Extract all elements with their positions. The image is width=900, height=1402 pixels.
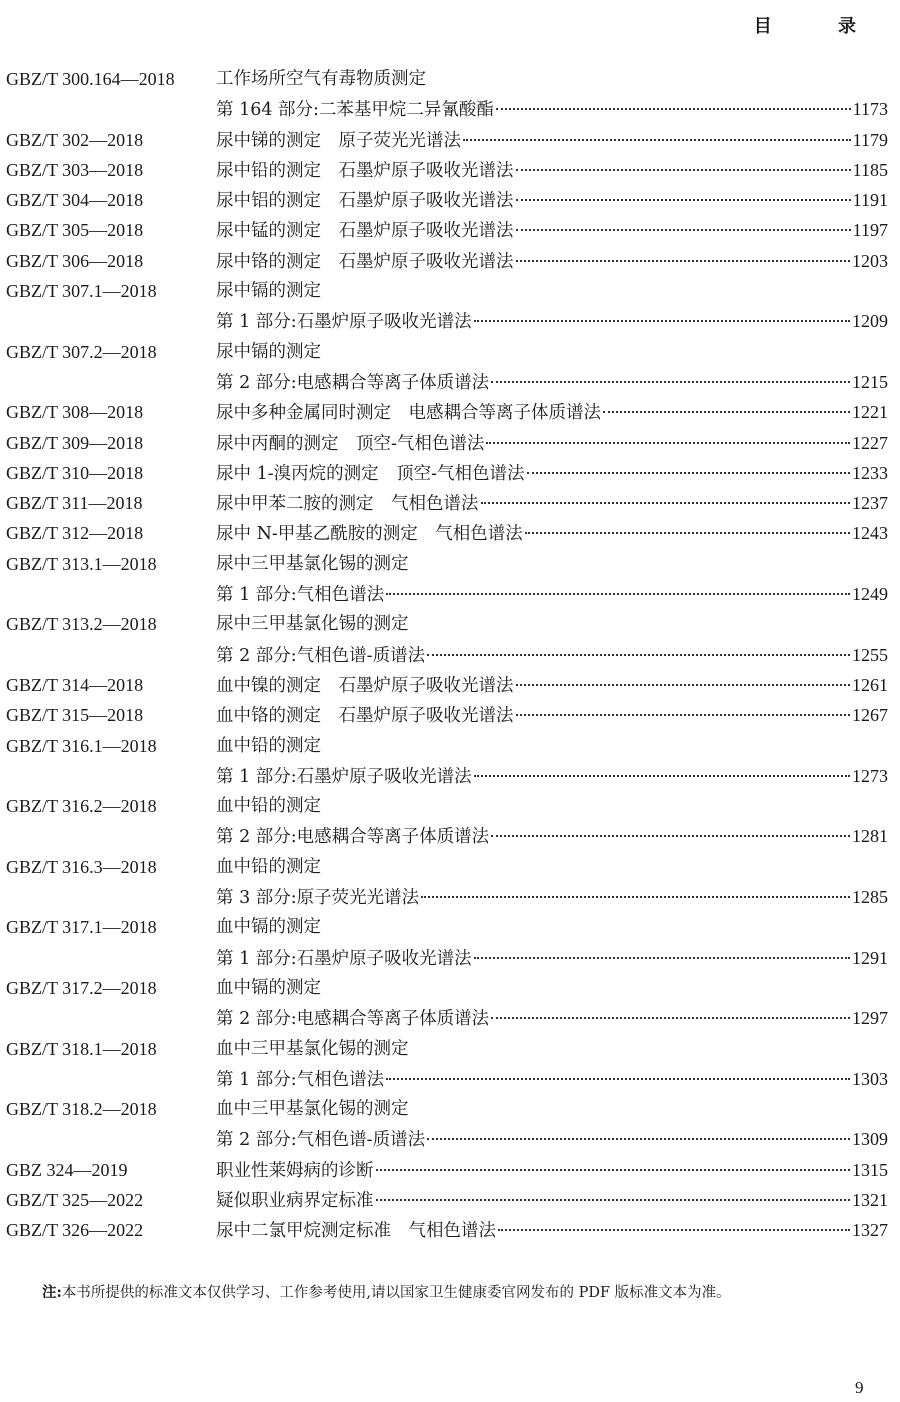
toc-page-number: 1291 xyxy=(852,947,888,968)
standard-title: 第 1 部分:石墨炉原子吸收光谱法 xyxy=(216,948,472,969)
dot-leader xyxy=(463,138,851,141)
toc-page-number: 1315 xyxy=(852,1159,888,1180)
toc-row xyxy=(6,640,888,670)
toc-entry-title-line xyxy=(216,276,888,306)
toc-page-number: 1267 xyxy=(852,705,888,726)
toc-row xyxy=(6,973,888,1003)
dot-leader xyxy=(386,1077,850,1080)
standard-code: GBZ/T 302—2018 xyxy=(6,129,144,150)
standard-title: 尿中甲苯二胺的测定 气相色谱法 xyxy=(216,494,479,515)
standard-title: 第 1 部分:气相色谱法 xyxy=(216,585,385,606)
standard-title: 尿中三甲基氯化锡的测定 xyxy=(216,553,409,574)
dot-leader xyxy=(525,531,850,534)
toc-row xyxy=(6,761,888,791)
standard-title: 血中镉的测定 xyxy=(216,917,321,938)
toc-row xyxy=(6,821,888,851)
toc-row xyxy=(6,125,888,155)
standard-code: GBZ/T 317.2—2018 xyxy=(6,977,157,998)
toc-row xyxy=(6,1003,888,1033)
standard-title: 尿中铅的测定 石墨炉原子吸收光谱法 xyxy=(216,160,514,181)
toc-row xyxy=(6,1185,888,1215)
standard-title: 工作场所空气有毒物质测定 xyxy=(216,69,426,89)
toc-page-number: 1233 xyxy=(852,462,888,483)
toc-entry-title-line xyxy=(216,215,888,246)
footnote-text: 本书所提供的标准文本仅供学习、工作参考使用,请以国家卫生健康委官网发布的 PDF 版标准文本为准。 xyxy=(61,1285,731,1301)
toc-entry-title-line xyxy=(216,1003,888,1034)
toc-page-number: 1179 xyxy=(852,129,888,150)
standard-title: 尿中三甲基氯化锡的测定 xyxy=(216,614,409,635)
toc-row xyxy=(6,1124,888,1154)
standard-code: GBZ/T 306—2018 xyxy=(6,250,144,271)
toc-row xyxy=(6,700,888,730)
toc-page-number: 1303 xyxy=(852,1068,888,1089)
toc-page-number: 1297 xyxy=(852,1008,888,1029)
toc-entry-title-line xyxy=(216,185,888,216)
standard-title: 尿中锰的测定 石墨炉原子吸收光谱法 xyxy=(216,221,514,242)
toc-page-number: 1243 xyxy=(852,523,888,544)
toc-page-number: 1285 xyxy=(852,887,888,908)
toc-row xyxy=(6,458,888,488)
standard-code: GBZ 324—2019 xyxy=(6,1159,128,1180)
standard-title: 尿中多种金属同时测定 电感耦合等离子体质谱法 xyxy=(216,403,601,424)
toc-entry-title-line xyxy=(216,458,888,489)
toc-row xyxy=(6,549,888,579)
toc-entry-title-line xyxy=(216,1155,888,1186)
standard-code: GBZ/T 315—2018 xyxy=(6,705,144,726)
toc-row xyxy=(6,306,888,336)
standard-title: 第 2 部分:电感耦合等离子体质谱法 xyxy=(216,827,490,848)
toc-page-number: 1221 xyxy=(852,402,888,423)
toc-row xyxy=(6,1094,888,1124)
standard-code: GBZ/T 316.3—2018 xyxy=(6,856,157,877)
toc-entry-title-line xyxy=(216,518,888,549)
standard-title: 尿中丙酮的测定 顶空-气相色谱法 xyxy=(216,433,485,454)
standard-code: GBZ/T 313.1—2018 xyxy=(6,553,157,574)
toc-row xyxy=(6,397,888,427)
standard-code: GBZ/T 316.1—2018 xyxy=(6,735,157,756)
toc-page-number: 1185 xyxy=(852,159,888,180)
toc-entry-title-line xyxy=(216,579,888,610)
toc-row xyxy=(6,1155,888,1185)
toc-row xyxy=(6,852,888,882)
toc-entry-title-line xyxy=(216,367,888,398)
toc-row xyxy=(6,428,888,458)
standard-title: 第 2 部分:气相色谱-质谱法 xyxy=(216,645,426,666)
standard-code: GBZ/T 316.2—2018 xyxy=(6,796,157,817)
toc-row xyxy=(6,246,888,276)
toc-row xyxy=(6,579,888,609)
dot-leader xyxy=(386,592,850,595)
toc-entry-title-line xyxy=(216,852,888,882)
toc-page-number: 1227 xyxy=(852,432,888,453)
toc-entry-title-line xyxy=(216,1185,888,1216)
standard-title: 职业性莱姆病的诊断 xyxy=(216,1160,374,1181)
toc-entry-title-line xyxy=(216,973,888,1003)
standard-code: GBZ/T 305—2018 xyxy=(6,220,144,241)
standard-code: GBZ/T 325—2022 xyxy=(6,1189,144,1210)
toc-row xyxy=(6,943,888,973)
standard-title: 第 2 部分:电感耦合等离子体质谱法 xyxy=(216,372,490,393)
toc-entry-title-line xyxy=(216,428,888,459)
toc-entry-title-line xyxy=(216,761,888,792)
toc-row xyxy=(6,731,888,761)
dot-leader xyxy=(491,1016,850,1019)
toc-entry-title-line xyxy=(216,791,888,821)
standard-code: GBZ/T 312—2018 xyxy=(6,523,144,544)
dot-leader xyxy=(496,107,851,110)
toc-row xyxy=(6,882,888,912)
standard-title: 血中镍的测定 石墨炉原子吸收光谱法 xyxy=(216,675,514,696)
toc-entry-title-line xyxy=(216,549,888,579)
dot-leader xyxy=(498,1228,850,1231)
standard-title: 第 3 部分:原子荧光光谱法 xyxy=(216,888,420,909)
dot-leader xyxy=(491,834,850,837)
toc-page-number: 1309 xyxy=(852,1129,888,1150)
standard-code: GBZ/T 318.1—2018 xyxy=(6,1038,157,1059)
toc-entry-title-line xyxy=(216,94,888,125)
table-of-contents xyxy=(6,64,888,1246)
toc-row xyxy=(6,912,888,942)
toc-entry-title-line xyxy=(216,1034,888,1064)
dot-leader xyxy=(474,774,850,777)
dot-leader xyxy=(516,683,851,686)
standard-code: GBZ/T 307.2—2018 xyxy=(6,341,157,362)
toc-entry-title-line xyxy=(216,912,888,942)
toc-entry-title-line xyxy=(216,731,888,761)
standard-title: 尿中 1-溴丙烷的测定 顶空-气相色谱法 xyxy=(216,463,525,484)
toc-page-number: 1173 xyxy=(852,99,888,120)
toc-page-number: 1215 xyxy=(852,371,888,392)
footnote-label: 注: xyxy=(42,1284,62,1301)
dot-leader xyxy=(516,198,851,201)
standard-title: 血中三甲基氯化锡的测定 xyxy=(216,1038,409,1059)
dot-leader xyxy=(427,1137,850,1140)
standard-title: 血中镉的测定 xyxy=(216,977,321,998)
dot-leader xyxy=(376,1198,851,1201)
toc-row xyxy=(6,791,888,821)
toc-row xyxy=(6,670,888,700)
standard-title: 尿中 N-甲基乙酰胺的测定 气相色谱法 xyxy=(216,524,523,545)
dot-leader xyxy=(421,895,850,898)
dot-leader xyxy=(474,319,850,322)
toc-entry-title-line xyxy=(216,488,888,519)
toc-row xyxy=(6,1064,888,1094)
toc-row xyxy=(6,94,888,124)
dot-leader xyxy=(427,653,850,656)
toc-row xyxy=(6,367,888,397)
dot-leader xyxy=(481,501,851,504)
toc-entry-title-line xyxy=(216,700,888,731)
toc-row xyxy=(6,609,888,639)
toc-entry-title-line xyxy=(216,246,888,277)
standard-code: GBZ/T 313.2—2018 xyxy=(6,614,157,635)
toc-page-number: 1327 xyxy=(852,1220,888,1241)
standard-code: GBZ/T 307.1—2018 xyxy=(6,281,157,302)
toc-entry-title-line xyxy=(216,821,888,852)
toc-page-number: 1209 xyxy=(852,311,888,332)
toc-entry-title-line xyxy=(216,337,888,367)
standard-title: 疑似职业病界定标准 xyxy=(216,1190,374,1211)
toc-row xyxy=(6,488,888,518)
standard-code: GBZ/T 304—2018 xyxy=(6,190,144,211)
standard-code: GBZ/T 309—2018 xyxy=(6,432,144,453)
toc-row xyxy=(6,185,888,215)
toc-page-number: 1255 xyxy=(852,644,888,665)
dot-leader xyxy=(474,956,850,959)
page-number: 9 xyxy=(855,1378,864,1397)
toc-entry-title-line xyxy=(216,943,888,974)
dot-leader xyxy=(603,410,850,413)
standard-title: 第 1 部分:石墨炉原子吸收光谱法 xyxy=(216,766,472,787)
toc-entry-title-line xyxy=(216,155,888,186)
toc-page-number: 1203 xyxy=(852,250,888,271)
standard-code: GBZ/T 326—2022 xyxy=(6,1220,144,1241)
standard-title: 第 2 部分:电感耦合等离子体质谱法 xyxy=(216,1009,490,1030)
toc-page-number: 1273 xyxy=(852,765,888,786)
standard-code: GBZ/T 310—2018 xyxy=(6,462,144,483)
dot-leader xyxy=(516,228,851,231)
standard-title: 血中铬的测定 石墨炉原子吸收光谱法 xyxy=(216,706,514,727)
standard-title: 第 1 部分:气相色谱法 xyxy=(216,1069,385,1090)
toc-page-number: 1197 xyxy=(852,220,888,241)
toc-entry-title-line xyxy=(216,397,888,428)
toc-page-number: 1321 xyxy=(852,1189,888,1210)
toc-page-number: 1237 xyxy=(852,493,888,514)
standard-title: 第 164 部分:二苯基甲烷二异氰酸酯 xyxy=(216,100,494,121)
dot-leader xyxy=(486,441,850,444)
standard-title: 血中三甲基氯化锡的测定 xyxy=(216,1099,409,1120)
toc-row xyxy=(6,518,888,548)
footnote xyxy=(42,1281,882,1302)
toc-row xyxy=(6,276,888,306)
toc-page-number: 1249 xyxy=(852,584,888,605)
standard-code: GBZ/T 308—2018 xyxy=(6,402,144,423)
section-header: 目 录 xyxy=(753,16,886,37)
dot-leader xyxy=(527,471,850,474)
standard-title: 第 2 部分:气相色谱-质谱法 xyxy=(216,1130,426,1151)
dot-leader xyxy=(516,259,851,262)
dot-leader xyxy=(516,168,851,171)
standard-title: 尿中二氯甲烷测定标准 气相色谱法 xyxy=(216,1221,496,1242)
dot-leader xyxy=(491,380,850,383)
standard-title: 尿中铬的测定 石墨炉原子吸收光谱法 xyxy=(216,251,514,272)
toc-entry-title-line xyxy=(216,1064,888,1095)
standard-title: 尿中镉的测定 xyxy=(216,341,321,362)
standard-code: GBZ/T 300.164—2018 xyxy=(6,69,175,89)
toc-entry-title-line xyxy=(216,882,888,913)
toc-entry-title-line xyxy=(216,64,888,94)
standard-title: 尿中锑的测定 原子荧光光谱法 xyxy=(216,130,461,151)
standard-title: 尿中镉的测定 xyxy=(216,281,321,302)
toc-row xyxy=(6,64,888,94)
toc-page-number: 1261 xyxy=(852,674,888,695)
standard-title: 第 1 部分:石墨炉原子吸收光谱法 xyxy=(216,312,472,333)
standard-code: GBZ/T 318.2—2018 xyxy=(6,1099,157,1120)
dot-leader xyxy=(516,713,851,716)
toc-entry-title-line xyxy=(216,306,888,337)
toc-entry-title-line xyxy=(216,670,888,701)
toc-row xyxy=(6,1215,888,1245)
standard-code: GBZ/T 303—2018 xyxy=(6,159,144,180)
toc-entry-title-line xyxy=(216,1094,888,1124)
toc-entry-title-line xyxy=(216,1124,888,1155)
toc-entry-title-line xyxy=(216,125,888,156)
standard-title: 血中铅的测定 xyxy=(216,856,321,877)
toc-entry-title-line xyxy=(216,609,888,639)
toc-row xyxy=(6,215,888,245)
standard-code: GBZ/T 314—2018 xyxy=(6,674,144,695)
toc-page-number: 1191 xyxy=(852,190,888,211)
standard-code: GBZ/T 311—2018 xyxy=(6,493,143,514)
standard-title: 尿中铝的测定 石墨炉原子吸收光谱法 xyxy=(216,191,514,212)
toc-row xyxy=(6,1034,888,1064)
standard-title: 血中铅的测定 xyxy=(216,796,321,817)
toc-entry-title-line xyxy=(216,1215,888,1246)
standard-code: GBZ/T 317.1—2018 xyxy=(6,917,157,938)
toc-row xyxy=(6,337,888,367)
toc-page-number: 1281 xyxy=(852,826,888,847)
standard-title: 血中铅的测定 xyxy=(216,735,321,756)
dot-leader xyxy=(376,1168,851,1171)
toc-row xyxy=(6,155,888,185)
toc-entry-title-line xyxy=(216,640,888,671)
